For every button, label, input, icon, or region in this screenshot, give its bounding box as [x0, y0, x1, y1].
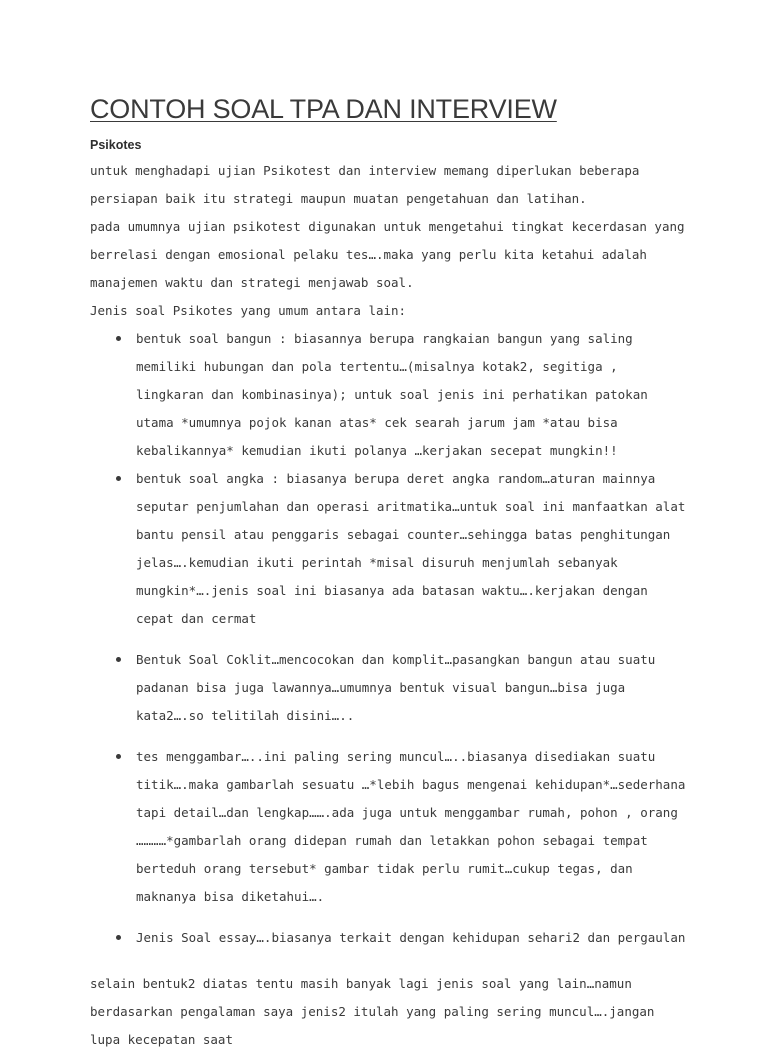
bullet-icon — [116, 336, 121, 341]
list-item — [136, 465, 690, 633]
bullet-icon — [116, 935, 121, 940]
intro-paragraph-1: untuk menghadapi ujian Psikotest dan interview memang diperlukan beberapa persiapan baik itu strategi maupun muatan pengetahuan dan latihan. — [90, 163, 640, 206]
bullet-icon — [116, 476, 121, 481]
bullet-icon — [116, 754, 121, 759]
closing-paragraph: selain bentuk2 diatas tentu masih banyak lagi jenis soal yang lain…namun berdasarkan pengalaman saya jenis2 itulah yang paling sering muncul….jangan lupa kecepatan saat — [90, 976, 655, 1047]
list-item-text: bentuk soal angka : biasanya berupa deret angka random…aturan mainnya seputar penjumlahan dan operasi aritmatika…untuk soal ini manfaatkan alat bantu pensil atau penggaris sebagai counter…sehingga batas penghitungan jelas….kemudian ikuti perintah *misal disuruh menjumlah sebanyak mungkin*….jenis soal ini biasanya ada batasan waktu….kerjakan dengan cepat dan cermat — [136, 471, 686, 626]
page-title: CONTOH SOAL TPA DAN INTERVIEW — [90, 94, 557, 124]
section-heading: Psikotes — [90, 138, 142, 152]
list-item-text: bentuk soal bangun : biasannya berupa rangkaian bangun yang saling memiliki hubungan dan pola tertentu…(misalnya kotak2, segitiga , lingkaran dan kombinasinya); untuk soal jenis ini perhatikan patokan utama *umumnya pojok kanan atas* cek searah jarum jam *atau bisa kebalikannya* kemudian ikuti polanya …kerjakan secepat mungkin!! — [136, 331, 648, 458]
intro-paragraph-3: Jenis soal Psikotes yang umum antara lain: — [90, 303, 407, 318]
list-item — [136, 646, 690, 730]
list-item-text: Jenis Soal essay….biasanya terkait dengan kehidupan sehari2 dan pergaulan — [136, 930, 686, 945]
bullet-icon — [116, 657, 121, 662]
document-page — [90, 92, 690, 1054]
question-type-list — [90, 325, 690, 952]
list-item-text: Bentuk Soal Coklit…mencocokan dan komplit…pasangkan bangun atau suatu padanan bisa juga lawannya…umumnya bentuk visual bangun…bisa juga kata2….so telitilah disini….. — [136, 652, 656, 723]
intro-paragraph-2: pada umumnya ujian psikotest digunakan untuk mengetahui tingkat kecerdasan yang berrelasi dengan emosional pelaku tes….maka yang perlu kita ketahui adalah manajemen waktu dan strategi menjawab soal. — [90, 219, 685, 290]
list-item — [136, 743, 690, 911]
list-item-text: tes menggambar…..ini paling sering muncul…..biasanya disediakan suatu titik….maka gambarlah sesuatu …*lebih bagus mengenai kehidupan*…sederhana tapi detail…dan lengkap…….ada juga untuk menggambar rumah, pohon , orang …………*gambarlah orang didepan rumah dan letakkan pohon sebagai tempat berteduh orang tersebut* gambar tidak perlu rumit…cukup tegas, dan maknanya bisa diketahui…. — [136, 749, 686, 904]
list-item — [136, 325, 690, 465]
list-item — [136, 924, 690, 952]
